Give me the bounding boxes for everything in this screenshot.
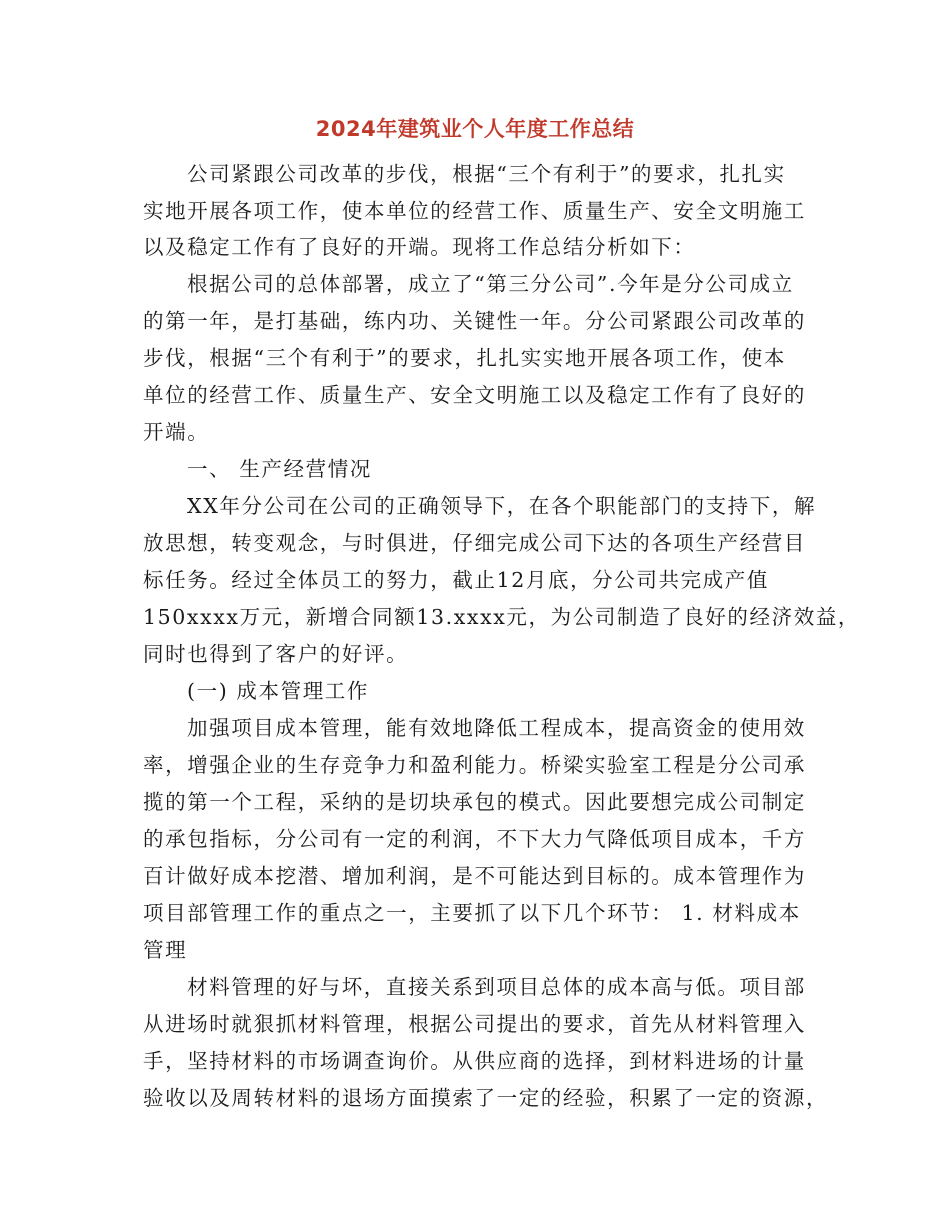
paragraph-line: 150xxxx万元，新增合同额13.xxxx元，为公司制造了良好的经济效益，: [143, 605, 861, 629]
paragraph-line: 放思想，转变观念，与时俱进，仔细完成公司下达的各项生产经营目: [143, 531, 806, 555]
paragraph-line: 开端。: [143, 420, 210, 444]
section-heading: 一、 生产经营情况: [187, 457, 372, 481]
paragraph-line: 根据公司的总体部署，成立了“第三分公司”.今年是分公司成立: [187, 272, 794, 296]
document-title: 2024年建筑业个人年度工作总结: [315, 117, 635, 141]
paragraph-line: 管理: [143, 938, 188, 962]
paragraph-line: 的承包指标，分公司有一定的利润，不下大力气降低项目成本，千方: [143, 827, 806, 851]
subsection-heading: (一) 成本管理工作: [187, 679, 370, 703]
paragraph-line: 率，增强企业的生存竞争力和盈利能力。桥梁实验室工程是分公司承: [143, 753, 806, 777]
paragraph-line: 材料管理的好与坏，直接关系到项目总体的成本高与低。项目部: [187, 975, 806, 999]
paragraph-line: 项目部管理工作的重点之一，主要抓了以下几个环节： 1. 材料成本: [143, 901, 801, 925]
paragraph-line: 揽的第一个工程，采纳的是切块承包的模式。因此要想完成公司制定: [143, 790, 806, 814]
paragraph-line: 从进场时就狠抓材料管理，根据公司提出的要求，首先从材料管理入: [143, 1012, 806, 1036]
paragraph-line: 手，坚持材料的市场调查询价。从供应商的选择，到材料进场的计量: [143, 1049, 806, 1073]
paragraph-line: XX年分公司在公司的正确领导下，在各个职能部门的支持下，解: [187, 494, 817, 518]
paragraph-line: 同时也得到了客户的好评。: [143, 642, 409, 666]
paragraph-line: 验收以及周转材料的退场方面摸索了一定的经验，积累了一定的资源，: [143, 1086, 829, 1110]
paragraph-line: 公司紧跟公司改革的步伐，根据“三个有利于”的要求，扎扎实: [187, 162, 786, 186]
paragraph-line: 单位的经营工作、质量生产、安全文明施工以及稳定工作有了良好的: [143, 383, 806, 407]
paragraph-line: 加强项目成本管理，能有效地降低工程成本，提高资金的使用效: [187, 716, 806, 740]
paragraph-line: 的第一年，是打基础，练内功、关键性一年。分公司紧跟公司改革的: [143, 309, 806, 333]
paragraph-line: 实地开展各项工作，使本单位的经营工作、质量生产、安全文明施工: [143, 199, 806, 223]
paragraph-line: 以及稳定工作有了良好的开端。现将工作总结分析如下：: [143, 235, 696, 259]
paragraph-line: 标任务。经过全体员工的努力，截止12月底，分公司共完成产值: [143, 568, 769, 592]
paragraph-line: 步伐，根据“三个有利于”的要求，扎扎实实地开展各项工作，使本: [143, 346, 786, 370]
paragraph-line: 百计做好成本挖潜、增加利润，是不可能达到目标的。成本管理作为: [143, 864, 806, 888]
